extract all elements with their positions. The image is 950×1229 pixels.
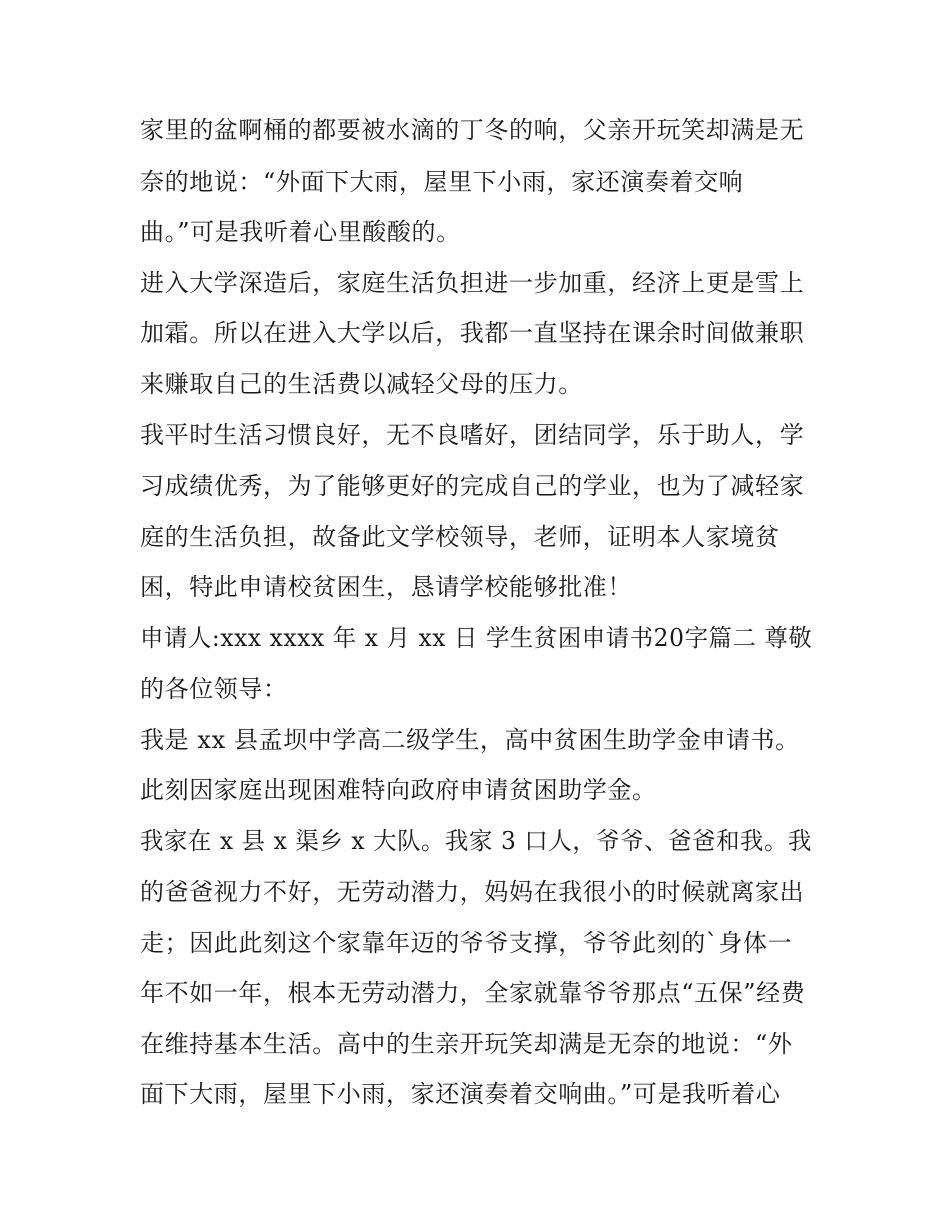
text-line: 我平时生活习惯良好，无不良嗜好，团结同学，乐于助人，学 (140, 421, 805, 449)
text-line: 进入大学深造后，家庭生活负担进一步加重，经济上更是雪上 (140, 269, 805, 297)
text-line: 奈的地说：“外面下大雨，屋里下小雨，家还演奏着交响 (140, 168, 744, 196)
text-line: 面下大雨，屋里下小雨，家还演奏着交响曲。”可是我听着心 (140, 1080, 781, 1108)
text-line: 走；因此此刻这个家靠年迈的爷爷支撑，爷爷此刻的`身体一 (140, 929, 793, 957)
text-line: 我家在 x 县 x 渠乡 x 大队。我家 3 口人，爷爷、爸爸和我。我 (140, 827, 812, 855)
text-line: 曲。”可是我听着心里酸酸的。 (140, 218, 461, 246)
text-line: 在维持基本生活。高中的生亲开玩笑却满是无奈的地说：“外 (140, 1030, 793, 1058)
text-line: 年不如一年，根本无劳动潜力，全家就靠爷爷那点“五保”经费 (140, 979, 806, 1007)
text-line: 申请人:xxx xxxx 年 x 月 xx 日 学生贫困申请书20字篇二 尊敬 (140, 624, 813, 652)
text-line: 此刻因家庭出现困难特向政府申请贫困助学金。 (140, 776, 657, 804)
text-line: 加霜。所以在进入大学以后，我都一直坚持在课余时间做兼职 (140, 319, 805, 347)
text-line: 来赚取自己的生活费以减轻父母的压力。 (140, 370, 583, 398)
text-line: 家里的盆啊桶的都要被水滴的丁冬的响，父亲开玩笑却满是无 (140, 116, 805, 144)
text-line: 的各位领导： (140, 675, 288, 703)
text-line: 我是 xx 县孟坝中学高二级学生，高中贫困生助学金申请书。 (140, 726, 800, 754)
text-line: 庭的生活负担，故备此文学校领导，老师，证明本人家境贫 (140, 523, 780, 551)
text-line: 困，特此申请校贫困生，恳请学校能够批准！ (140, 573, 632, 601)
text-line: 的爸爸视力不好，无劳动潜力，妈妈在我很小的时候就离家出 (140, 878, 805, 906)
text-line: 习成绩优秀，为了能够更好的完成自己的学业，也为了减轻家 (140, 472, 805, 500)
